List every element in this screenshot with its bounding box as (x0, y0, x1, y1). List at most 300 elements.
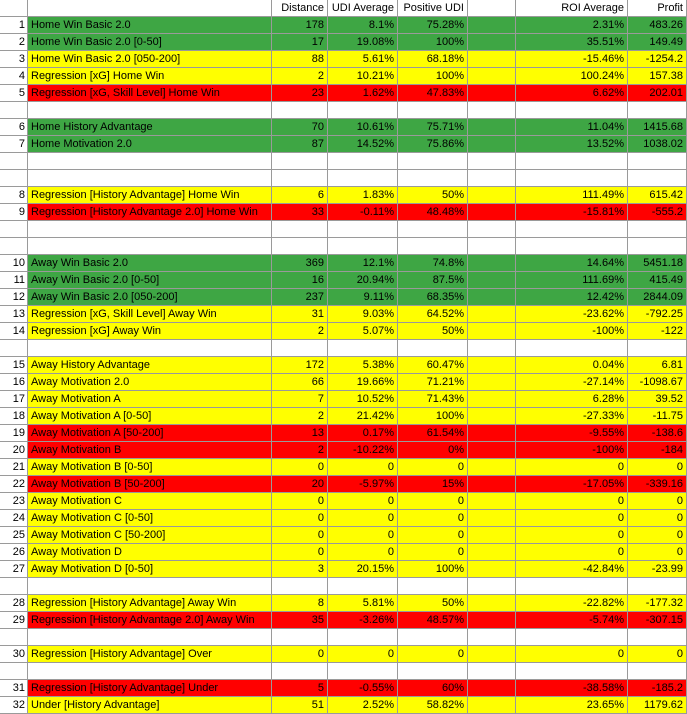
roi-average-cell[interactable] (516, 153, 628, 170)
udi-average-cell[interactable]: -3.26% (328, 612, 398, 629)
strategy-name-cell[interactable]: Regression [History Advantage] Away Win (28, 595, 272, 612)
empty-cell[interactable] (468, 544, 516, 561)
empty-cell[interactable] (468, 238, 516, 255)
udi-average-cell[interactable]: 19.66% (328, 374, 398, 391)
distance-cell[interactable]: 178 (272, 17, 328, 34)
positive-udi-cell[interactable]: 100% (398, 34, 468, 51)
strategy-name-cell[interactable]: Regression [xG, Skill Level] Home Win (28, 85, 272, 102)
row-number-cell[interactable]: 21 (0, 459, 28, 476)
udi-average-cell[interactable]: 5.38% (328, 357, 398, 374)
strategy-name-cell[interactable]: Away Motivation C [50-200] (28, 527, 272, 544)
profit-cell[interactable]: 615.42 (628, 187, 687, 204)
empty-cell[interactable] (468, 357, 516, 374)
empty-cell[interactable] (468, 51, 516, 68)
row-number-cell[interactable]: 26 (0, 544, 28, 561)
distance-cell[interactable]: 51 (272, 697, 328, 714)
profit-cell[interactable]: -23.99 (628, 561, 687, 578)
roi-average-cell[interactable]: -42.84% (516, 561, 628, 578)
header-profit[interactable]: Profit (628, 0, 687, 17)
roi-average-cell[interactable]: -17.05% (516, 476, 628, 493)
row-number-cell[interactable]: 8 (0, 187, 28, 204)
row-number-cell[interactable]: 32 (0, 697, 28, 714)
roi-average-cell[interactable]: -38.58% (516, 680, 628, 697)
empty-cell[interactable] (468, 527, 516, 544)
distance-cell[interactable]: 23 (272, 85, 328, 102)
profit-cell[interactable]: 0 (628, 544, 687, 561)
distance-cell[interactable]: 17 (272, 34, 328, 51)
positive-udi-cell[interactable]: 68.35% (398, 289, 468, 306)
strategy-name-cell[interactable]: Away Win Basic 2.0 (28, 255, 272, 272)
header-distance[interactable]: Distance (272, 0, 328, 17)
strategy-name-cell[interactable] (28, 221, 272, 238)
row-number-cell[interactable]: 22 (0, 476, 28, 493)
udi-average-cell[interactable] (328, 238, 398, 255)
roi-average-cell[interactable]: 100.24% (516, 68, 628, 85)
row-number-cell[interactable] (0, 153, 28, 170)
row-number-cell[interactable] (0, 221, 28, 238)
roi-average-cell[interactable]: -9.55% (516, 425, 628, 442)
positive-udi-cell[interactable]: 50% (398, 187, 468, 204)
empty-cell[interactable] (468, 612, 516, 629)
strategy-name-cell[interactable]: Home History Advantage (28, 119, 272, 136)
strategy-name-cell[interactable] (28, 629, 272, 646)
roi-average-cell[interactable] (516, 238, 628, 255)
positive-udi-cell[interactable]: 15% (398, 476, 468, 493)
profit-cell[interactable]: 0 (628, 527, 687, 544)
row-number-cell[interactable]: 1 (0, 17, 28, 34)
udi-average-cell[interactable]: 0 (328, 493, 398, 510)
empty-cell[interactable] (468, 221, 516, 238)
positive-udi-cell[interactable]: 87.5% (398, 272, 468, 289)
row-number-cell[interactable]: 6 (0, 119, 28, 136)
distance-cell[interactable]: 2 (272, 68, 328, 85)
strategy-name-cell[interactable]: Away Motivation A [0-50] (28, 408, 272, 425)
distance-cell[interactable]: 5 (272, 680, 328, 697)
profit-cell[interactable]: -122 (628, 323, 687, 340)
profit-cell[interactable]: -177.32 (628, 595, 687, 612)
empty-cell[interactable] (468, 34, 516, 51)
empty-cell[interactable] (468, 561, 516, 578)
strategy-name-cell[interactable]: Away Motivation D [0-50] (28, 561, 272, 578)
strategy-name-cell[interactable] (28, 102, 272, 119)
strategy-name-cell[interactable] (28, 663, 272, 680)
udi-average-cell[interactable]: 10.61% (328, 119, 398, 136)
positive-udi-cell[interactable]: 0 (398, 459, 468, 476)
row-number-cell[interactable]: 13 (0, 306, 28, 323)
profit-cell[interactable]: 6.81 (628, 357, 687, 374)
row-number-cell[interactable]: 20 (0, 442, 28, 459)
empty-cell[interactable] (468, 493, 516, 510)
positive-udi-cell[interactable] (398, 102, 468, 119)
distance-cell[interactable] (272, 170, 328, 187)
distance-cell[interactable]: 237 (272, 289, 328, 306)
header-roi-average[interactable]: ROI Average (516, 0, 628, 17)
profit-cell[interactable] (628, 238, 687, 255)
header-positive-udi[interactable]: Positive UDI (398, 0, 468, 17)
strategy-name-cell[interactable]: Away Motivation B [0-50] (28, 459, 272, 476)
strategy-name-cell[interactable]: Regression [History Advantage 2.0] Home Win (28, 204, 272, 221)
strategy-name-cell[interactable]: Home Win Basic 2.0 [0-50] (28, 34, 272, 51)
profit-cell[interactable]: -792.25 (628, 306, 687, 323)
distance-cell[interactable]: 20 (272, 476, 328, 493)
distance-cell[interactable]: 31 (272, 306, 328, 323)
row-number-cell[interactable]: 27 (0, 561, 28, 578)
positive-udi-cell[interactable]: 0% (398, 442, 468, 459)
udi-average-cell[interactable]: 10.21% (328, 68, 398, 85)
udi-average-cell[interactable]: 0 (328, 527, 398, 544)
roi-average-cell[interactable]: 12.42% (516, 289, 628, 306)
udi-average-cell[interactable]: 5.07% (328, 323, 398, 340)
udi-average-cell[interactable]: 8.1% (328, 17, 398, 34)
strategy-name-cell[interactable]: Regression [History Advantage] Over (28, 646, 272, 663)
empty-cell[interactable] (468, 629, 516, 646)
roi-average-cell[interactable]: -22.82% (516, 595, 628, 612)
distance-cell[interactable]: 87 (272, 136, 328, 153)
udi-average-cell[interactable]: 12.1% (328, 255, 398, 272)
roi-average-cell[interactable]: 0 (516, 527, 628, 544)
strategy-name-cell[interactable]: Away Motivation D (28, 544, 272, 561)
udi-average-cell[interactable]: 5.61% (328, 51, 398, 68)
empty-cell[interactable] (468, 323, 516, 340)
udi-average-cell[interactable]: -5.97% (328, 476, 398, 493)
empty-cell[interactable] (468, 578, 516, 595)
udi-average-cell[interactable]: 2.52% (328, 697, 398, 714)
empty-cell[interactable] (468, 459, 516, 476)
empty-cell[interactable] (468, 510, 516, 527)
strategy-name-cell[interactable] (28, 170, 272, 187)
distance-cell[interactable]: 0 (272, 646, 328, 663)
roi-average-cell[interactable]: 0 (516, 493, 628, 510)
roi-average-cell[interactable]: 0 (516, 544, 628, 561)
udi-average-cell[interactable]: 0 (328, 459, 398, 476)
distance-cell[interactable] (272, 578, 328, 595)
strategy-name-cell[interactable]: Regression [xG, Skill Level] Away Win (28, 306, 272, 323)
empty-cell[interactable] (468, 17, 516, 34)
roi-average-cell[interactable]: 13.52% (516, 136, 628, 153)
row-number-cell[interactable] (0, 102, 28, 119)
udi-average-cell[interactable]: 20.94% (328, 272, 398, 289)
positive-udi-cell[interactable] (398, 170, 468, 187)
row-number-cell[interactable] (0, 170, 28, 187)
distance-cell[interactable]: 66 (272, 374, 328, 391)
distance-cell[interactable] (272, 629, 328, 646)
roi-average-cell[interactable]: 14.64% (516, 255, 628, 272)
row-number-cell[interactable]: 11 (0, 272, 28, 289)
profit-cell[interactable]: 1179.62 (628, 697, 687, 714)
row-number-cell[interactable]: 3 (0, 51, 28, 68)
positive-udi-cell[interactable]: 75.28% (398, 17, 468, 34)
distance-cell[interactable]: 8 (272, 595, 328, 612)
row-number-cell[interactable]: 14 (0, 323, 28, 340)
empty-cell[interactable] (468, 374, 516, 391)
roi-average-cell[interactable] (516, 102, 628, 119)
distance-cell[interactable]: 70 (272, 119, 328, 136)
positive-udi-cell[interactable] (398, 238, 468, 255)
udi-average-cell[interactable]: 10.52% (328, 391, 398, 408)
roi-average-cell[interactable]: -15.46% (516, 51, 628, 68)
profit-cell[interactable]: 0 (628, 510, 687, 527)
strategy-name-cell[interactable] (28, 340, 272, 357)
profit-cell[interactable] (628, 340, 687, 357)
positive-udi-cell[interactable] (398, 340, 468, 357)
positive-udi-cell[interactable]: 0 (398, 646, 468, 663)
profit-cell[interactable] (628, 663, 687, 680)
profit-cell[interactable]: -138.6 (628, 425, 687, 442)
roi-average-cell[interactable]: 23.65% (516, 697, 628, 714)
positive-udi-cell[interactable]: 0 (398, 544, 468, 561)
roi-average-cell[interactable]: -100% (516, 442, 628, 459)
strategy-name-cell[interactable] (28, 238, 272, 255)
distance-cell[interactable]: 88 (272, 51, 328, 68)
profit-cell[interactable] (628, 629, 687, 646)
roi-average-cell[interactable] (516, 340, 628, 357)
profit-cell[interactable]: -185.2 (628, 680, 687, 697)
empty-cell[interactable] (468, 102, 516, 119)
profit-cell[interactable]: 5451.18 (628, 255, 687, 272)
strategy-name-cell[interactable]: Away Motivation A [50-200] (28, 425, 272, 442)
strategy-name-cell[interactable]: Away History Advantage (28, 357, 272, 374)
strategy-name-cell[interactable]: Away Win Basic 2.0 [0-50] (28, 272, 272, 289)
row-number-cell[interactable] (0, 629, 28, 646)
row-number-cell[interactable]: 7 (0, 136, 28, 153)
strategy-name-cell[interactable]: Away Motivation A (28, 391, 272, 408)
distance-cell[interactable]: 33 (272, 204, 328, 221)
distance-cell[interactable]: 2 (272, 408, 328, 425)
profit-cell[interactable]: 157.38 (628, 68, 687, 85)
positive-udi-cell[interactable]: 50% (398, 323, 468, 340)
udi-average-cell[interactable]: 19.08% (328, 34, 398, 51)
profit-cell[interactable] (628, 578, 687, 595)
positive-udi-cell[interactable]: 100% (398, 561, 468, 578)
empty-cell[interactable] (468, 663, 516, 680)
distance-cell[interactable]: 2 (272, 442, 328, 459)
strategy-name-cell[interactable]: Away Motivation C (28, 493, 272, 510)
udi-average-cell[interactable]: 21.42% (328, 408, 398, 425)
distance-cell[interactable]: 0 (272, 459, 328, 476)
roi-average-cell[interactable]: -5.74% (516, 612, 628, 629)
roi-average-cell[interactable]: -27.14% (516, 374, 628, 391)
distance-cell[interactable]: 0 (272, 493, 328, 510)
udi-average-cell[interactable] (328, 629, 398, 646)
strategy-name-cell[interactable]: Away Win Basic 2.0 [050-200] (28, 289, 272, 306)
row-number-cell[interactable]: 24 (0, 510, 28, 527)
row-number-cell[interactable]: 4 (0, 68, 28, 85)
profit-cell[interactable]: 39.52 (628, 391, 687, 408)
row-number-cell[interactable]: 15 (0, 357, 28, 374)
distance-cell[interactable]: 35 (272, 612, 328, 629)
row-number-cell[interactable]: 9 (0, 204, 28, 221)
positive-udi-cell[interactable]: 58.82% (398, 697, 468, 714)
header-udi-average[interactable]: UDI Average (328, 0, 398, 17)
distance-cell[interactable] (272, 238, 328, 255)
row-number-cell[interactable]: 25 (0, 527, 28, 544)
distance-cell[interactable]: 0 (272, 544, 328, 561)
row-number-cell[interactable]: 17 (0, 391, 28, 408)
positive-udi-cell[interactable]: 60.47% (398, 357, 468, 374)
empty-cell[interactable] (468, 306, 516, 323)
positive-udi-cell[interactable]: 71.43% (398, 391, 468, 408)
row-number-cell[interactable]: 18 (0, 408, 28, 425)
empty-cell[interactable] (468, 85, 516, 102)
positive-udi-cell[interactable]: 100% (398, 68, 468, 85)
empty-cell[interactable] (468, 408, 516, 425)
row-number-cell[interactable]: 12 (0, 289, 28, 306)
empty-cell[interactable] (468, 391, 516, 408)
udi-average-cell[interactable] (328, 663, 398, 680)
positive-udi-cell[interactable]: 47.83% (398, 85, 468, 102)
distance-cell[interactable] (272, 221, 328, 238)
roi-average-cell[interactable]: 0 (516, 459, 628, 476)
header-row-number[interactable] (0, 0, 28, 17)
row-number-cell[interactable]: 31 (0, 680, 28, 697)
row-number-cell[interactable]: 23 (0, 493, 28, 510)
udi-average-cell[interactable] (328, 153, 398, 170)
profit-cell[interactable]: -1098.67 (628, 374, 687, 391)
profit-cell[interactable]: 0 (628, 459, 687, 476)
distance-cell[interactable] (272, 102, 328, 119)
profit-cell[interactable] (628, 153, 687, 170)
distance-cell[interactable]: 369 (272, 255, 328, 272)
udi-average-cell[interactable]: 9.03% (328, 306, 398, 323)
row-number-cell[interactable] (0, 340, 28, 357)
distance-cell[interactable]: 3 (272, 561, 328, 578)
distance-cell[interactable] (272, 340, 328, 357)
profit-cell[interactable]: 483.26 (628, 17, 687, 34)
roi-average-cell[interactable]: 2.31% (516, 17, 628, 34)
profit-cell[interactable]: -307.15 (628, 612, 687, 629)
positive-udi-cell[interactable] (398, 578, 468, 595)
udi-average-cell[interactable]: 9.11% (328, 289, 398, 306)
udi-average-cell[interactable]: 20.15% (328, 561, 398, 578)
roi-average-cell[interactable]: 6.28% (516, 391, 628, 408)
positive-udi-cell[interactable]: 68.18% (398, 51, 468, 68)
udi-average-cell[interactable]: 0 (328, 510, 398, 527)
profit-cell[interactable]: -1254.2 (628, 51, 687, 68)
positive-udi-cell[interactable]: 48.57% (398, 612, 468, 629)
row-number-cell[interactable]: 10 (0, 255, 28, 272)
empty-cell[interactable] (468, 187, 516, 204)
udi-average-cell[interactable]: 1.62% (328, 85, 398, 102)
profit-cell[interactable]: 0 (628, 646, 687, 663)
empty-cell[interactable] (468, 680, 516, 697)
strategy-name-cell[interactable]: Away Motivation B [50-200] (28, 476, 272, 493)
row-number-cell[interactable] (0, 663, 28, 680)
header-empty-column[interactable] (468, 0, 516, 17)
strategy-name-cell[interactable]: Regression [xG] Away Win (28, 323, 272, 340)
positive-udi-cell[interactable]: 75.71% (398, 119, 468, 136)
empty-cell[interactable] (468, 289, 516, 306)
positive-udi-cell[interactable]: 61.54% (398, 425, 468, 442)
strategy-name-cell[interactable]: Home Win Basic 2.0 [050-200] (28, 51, 272, 68)
profit-cell[interactable]: -339.16 (628, 476, 687, 493)
profit-cell[interactable] (628, 170, 687, 187)
strategy-name-cell[interactable]: Regression [History Advantage] Home Win (28, 187, 272, 204)
roi-average-cell[interactable] (516, 578, 628, 595)
udi-average-cell[interactable]: 14.52% (328, 136, 398, 153)
strategy-name-cell[interactable]: Regression [xG] Home Win (28, 68, 272, 85)
empty-cell[interactable] (468, 272, 516, 289)
positive-udi-cell[interactable]: 50% (398, 595, 468, 612)
empty-cell[interactable] (468, 646, 516, 663)
udi-average-cell[interactable]: 5.81% (328, 595, 398, 612)
udi-average-cell[interactable]: 1.83% (328, 187, 398, 204)
positive-udi-cell[interactable]: 60% (398, 680, 468, 697)
header-strategy-name[interactable] (28, 0, 272, 17)
positive-udi-cell[interactable]: 71.21% (398, 374, 468, 391)
distance-cell[interactable] (272, 663, 328, 680)
row-number-cell[interactable] (0, 238, 28, 255)
profit-cell[interactable] (628, 102, 687, 119)
roi-average-cell[interactable]: -23.62% (516, 306, 628, 323)
distance-cell[interactable]: 7 (272, 391, 328, 408)
empty-cell[interactable] (468, 119, 516, 136)
profit-cell[interactable]: -555.2 (628, 204, 687, 221)
positive-udi-cell[interactable]: 74.8% (398, 255, 468, 272)
udi-average-cell[interactable]: -10.22% (328, 442, 398, 459)
roi-average-cell[interactable]: -15.81% (516, 204, 628, 221)
empty-cell[interactable] (468, 68, 516, 85)
positive-udi-cell[interactable] (398, 663, 468, 680)
udi-average-cell[interactable] (328, 340, 398, 357)
roi-average-cell[interactable]: 111.49% (516, 187, 628, 204)
distance-cell[interactable]: 13 (272, 425, 328, 442)
strategy-name-cell[interactable]: Home Win Basic 2.0 (28, 17, 272, 34)
row-number-cell[interactable]: 30 (0, 646, 28, 663)
roi-average-cell[interactable] (516, 170, 628, 187)
udi-average-cell[interactable]: 0.17% (328, 425, 398, 442)
roi-average-cell[interactable]: -100% (516, 323, 628, 340)
empty-cell[interactable] (468, 255, 516, 272)
udi-average-cell[interactable] (328, 221, 398, 238)
empty-cell[interactable] (468, 595, 516, 612)
profit-cell[interactable]: 202.01 (628, 85, 687, 102)
row-number-cell[interactable] (0, 578, 28, 595)
udi-average-cell[interactable] (328, 578, 398, 595)
empty-cell[interactable] (468, 204, 516, 221)
row-number-cell[interactable]: 2 (0, 34, 28, 51)
profit-cell[interactable] (628, 221, 687, 238)
empty-cell[interactable] (468, 340, 516, 357)
profit-cell[interactable]: 2844.09 (628, 289, 687, 306)
row-number-cell[interactable]: 29 (0, 612, 28, 629)
strategy-name-cell[interactable] (28, 578, 272, 595)
udi-average-cell[interactable]: 0 (328, 646, 398, 663)
strategy-name-cell[interactable]: Regression [History Advantage 2.0] Away Win (28, 612, 272, 629)
profit-cell[interactable]: 1415.68 (628, 119, 687, 136)
udi-average-cell[interactable]: 0 (328, 544, 398, 561)
roi-average-cell[interactable]: 0 (516, 510, 628, 527)
strategy-name-cell[interactable] (28, 153, 272, 170)
empty-cell[interactable] (468, 442, 516, 459)
profit-cell[interactable]: -184 (628, 442, 687, 459)
profit-cell[interactable]: 415.49 (628, 272, 687, 289)
row-number-cell[interactable]: 5 (0, 85, 28, 102)
distance-cell[interactable]: 0 (272, 510, 328, 527)
positive-udi-cell[interactable]: 0 (398, 527, 468, 544)
distance-cell[interactable]: 6 (272, 187, 328, 204)
positive-udi-cell[interactable]: 100% (398, 408, 468, 425)
strategy-name-cell[interactable]: Regression [History Advantage] Under (28, 680, 272, 697)
empty-cell[interactable] (468, 170, 516, 187)
distance-cell[interactable] (272, 153, 328, 170)
strategy-name-cell[interactable]: Home Motivation 2.0 (28, 136, 272, 153)
empty-cell[interactable] (468, 476, 516, 493)
empty-cell[interactable] (468, 153, 516, 170)
roi-average-cell[interactable]: 0.04% (516, 357, 628, 374)
profit-cell[interactable]: -11.75 (628, 408, 687, 425)
positive-udi-cell[interactable]: 0 (398, 493, 468, 510)
roi-average-cell[interactable]: 6.62% (516, 85, 628, 102)
